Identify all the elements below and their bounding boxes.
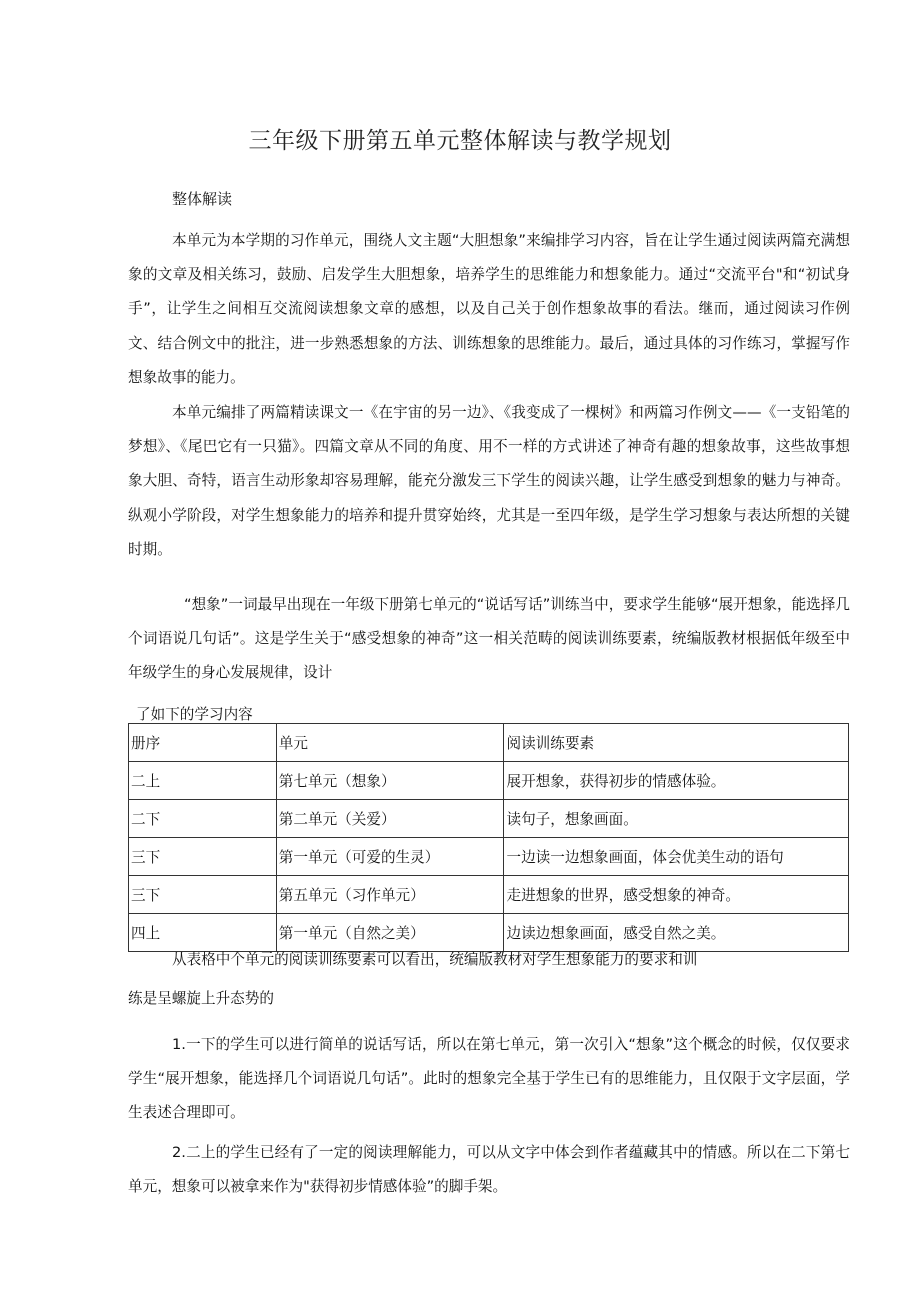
table-summary-line-2: 练是呈螺旋上升态势的 [128,990,274,1007]
table-row [129,838,849,876]
page-title: 三年级下册第五单元整体解读与教学规划 [248,128,672,154]
table-cell: 三下 [129,838,277,876]
table-cell: 二下 [129,800,277,838]
numbered-point-1: 1.一下的学生可以进行简单的说话写话，所以在第七单元，第一次引入“想象”这个概念的时候，仅仅要求学生“展开想象，能选择几个词语说几句话”。此时的想象完全基于学生已有的思维能力，且仅限于文字层面，学生表述合理即可。 [128,1036,850,1122]
section-heading: 整体解读 [172,190,233,208]
table-cell: 第一单元（自然之美） [276,914,504,952]
header-cell-element: 阅读训练要素 [504,724,849,762]
numbered-point-2: 2.二上的学生已经有了一定的阅读理解能力，可以从文字中体会到作者蕴藏其中的情感。所以在二下第七单元，想象可以被拿来作为"获得初步情感体验”的脚手架。 [128,1144,850,1196]
header-cell-volume: 册序 [129,724,277,762]
table-lead-text: 了如下的学习内容 [136,706,253,723]
table-cell: 二上 [129,762,277,800]
table-cell: 边读边想象画面，感受自然之美。 [504,914,849,952]
paragraph-texts: 本单元编排了两篇精读课文一《在宇宙的另一边》、《我变成了一棵树》和两篇习作例文——《一支铅笔的梦想》、《尾巴它有一只猫》。四篇文章从不同的角度、用不一样的方式讲述了神奇有趣的想象故事，这些故事想象大胆、奇特，语言生动形象却容易理解，能充分激发三下学生的阅读兴趣，让学生感受到想象的魅力与神奇。纵观小学阶段，对学生想象能力的培养和提升贯穿始终，尤其是一至四年级，是学生学习想象与表达所想的关键时期。 [128,404,850,558]
table-row [129,914,849,952]
table-cell: 第七单元（想象） [276,762,504,800]
table-row [129,762,849,800]
table-cell: 三下 [129,876,277,914]
header-cell-unit: 单元 [276,724,504,762]
table-cell: 第一单元（可爱的生灵） [276,838,504,876]
units-table [128,723,849,952]
table-row [129,876,849,914]
table-cell: 第二单元（关爱） [276,800,504,838]
table-header-row [129,724,849,762]
paragraph-imagination-history: “想象”一词最早出现在一年级下册第七单元的“说话写话”训练当中，要求学生能够“展开想象，能选择几个词语说几句话”。这是学生关于“感受想象的神奇”这一相关范畴的阅读训练要素，统编版教材根据低年级至中年级学生的身心发展规律，设计 [128,596,850,682]
table-cell: 第五单元（习作单元） [276,876,504,914]
table-cell: 走进想象的世界，感受想象的神奇。 [504,876,849,914]
table-summary-line-1: 从表格中个单元的阅读训练要素可以看出，统编版教材对学生想象能力的要求和训 [172,951,698,968]
table-cell: 展开想象，获得初步的情感体验。 [504,762,849,800]
table-cell: 读句子，想象画面。 [504,800,849,838]
table-cell: 一边读一边想象画面，体会优美生动的语句 [504,838,849,876]
table-row [129,800,849,838]
paragraph-intro: 本单元为本学期的习作单元，围绕人文主题“大胆想象”来编排学习内容，旨在让学生通过阅读两篇充满想象的文章及相关练习，鼓励、启发学生大胆想象，培养学生的思维能力和想象能力。通过“交流平台"和“初试身手”，让学生之间相互交流阅读想象文章的感想，以及自己关于创作想象故事的看法。继而，通过阅读习作例文、结合例文中的批注，进一步熟悉想象的方法、训练想象的思维能力。最后，通过具体的习作练习，掌握写作想象故事的能力。 [128,232,850,386]
table-cell: 四上 [129,914,277,952]
